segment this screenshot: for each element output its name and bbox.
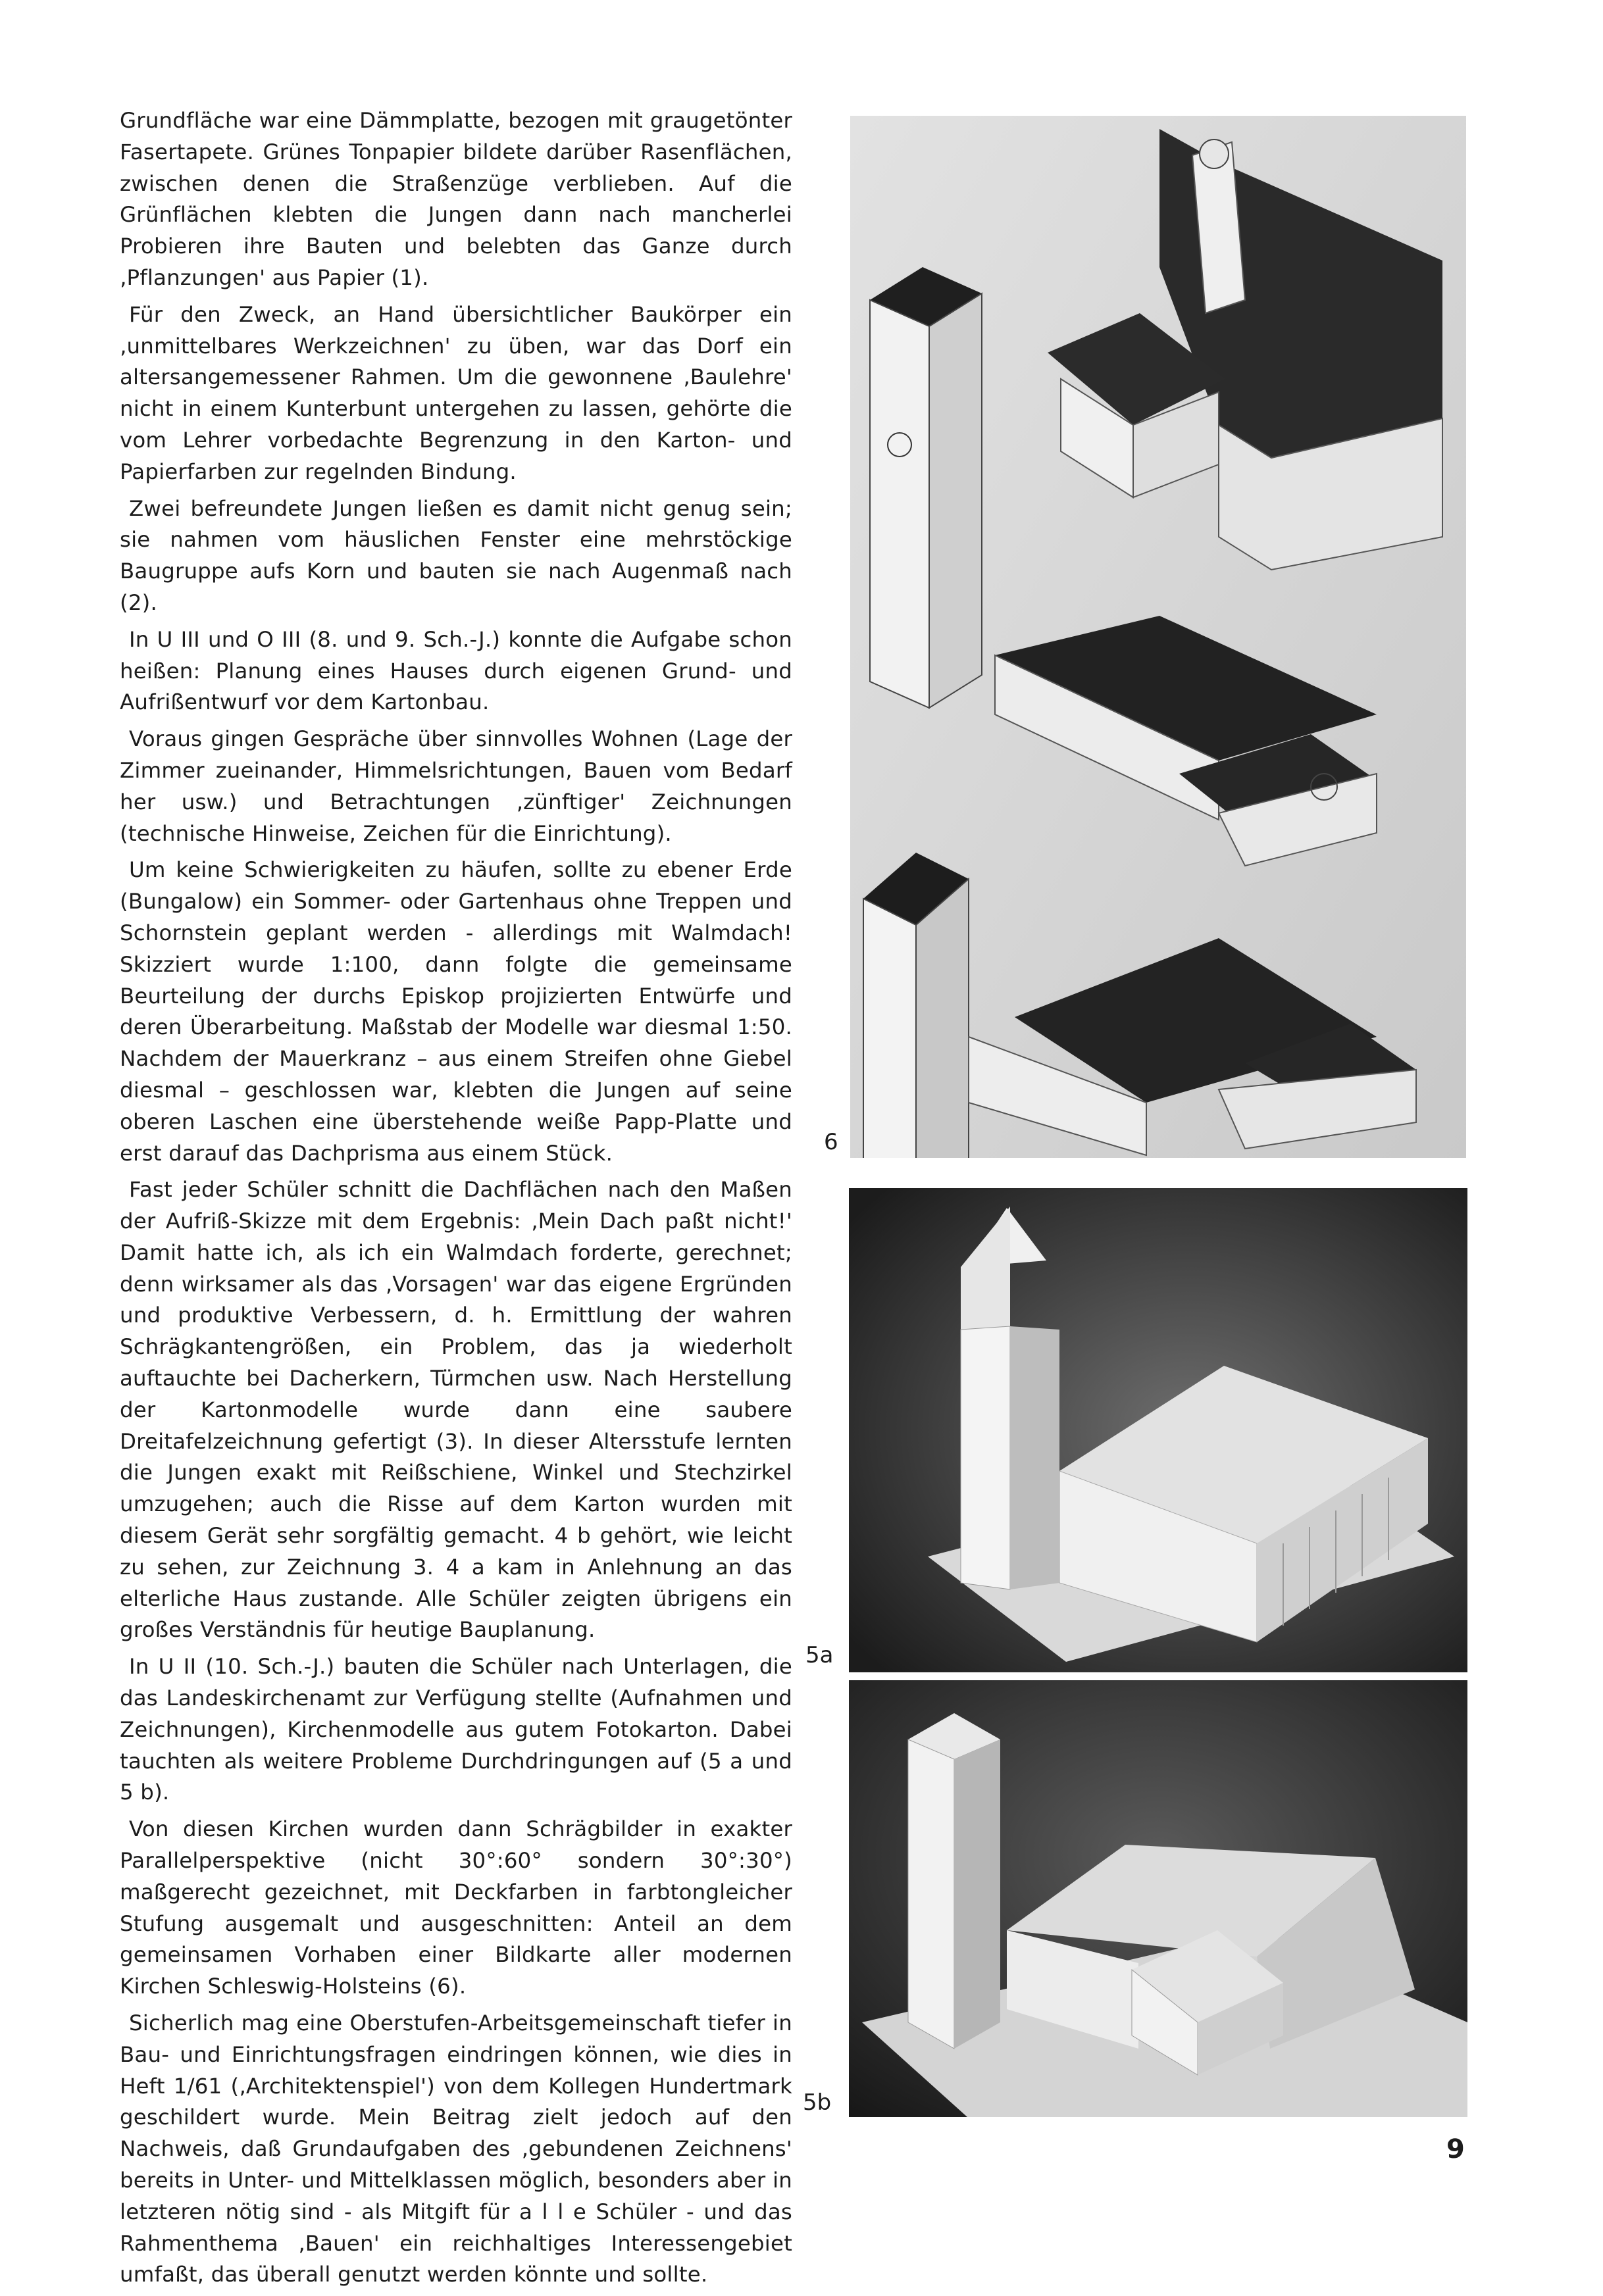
page-number: 9 [1446, 2134, 1465, 2164]
paragraph-6: Um keine Schwierigkeiten zu häufen, sollte zu ebener Erde (Bungalow) ein Sommer- oder Gartenhaus ohne Treppen und Schornstein geplant werden - allerdings mit Walmdach! Skizziert wurde 1:100, dann folgte die gemeinsame Beurteilung der durchs Episkop projizierten Entwürfe und deren Überarbeitung. Maßstab der Modelle war diesmal 1:50. Nachdem der Mauerkranz – aus einem Streifen ohne Giebel diesmal – geschlossen war, klebten die Jungen auf seine oberen Laschen eine überstehende weiße Papp-Platte und erst darauf das Dachprisma aus einem Stück. [120, 857, 792, 1166]
figure-5a-label: 5a [805, 1642, 834, 1668]
paragraph-9: Von diesen Kirchen wurden dann Schrägbilder in exakter Parallelperspektive (nicht 30°:60° sondern 30°:30°) maßgerecht gezeichnet, mit Deckfarben in farbtongleicher Stufung ausgemalt und ausgeschnitten: Anteil an dem gemeinsamen Vorhaben einer Bildkarte aller modernen Kirchen Schleswig-Holsteins (6). [120, 1816, 792, 1999]
figure-5a-church-model-photo [849, 1188, 1467, 1672]
paragraph-8: In U II (10. Sch.-J.) bauten die Schüler nach Unterlagen, die das Landeskirchenamt zur Verfügung stellte (Aufnahmen und Zeichnungen), Kirchenmodelle aus gutem Fotokarton. Dabei tauchten als weitere Probleme Durchdringungen auf (5 a und 5 b). [120, 1654, 792, 1805]
figure-6-label: 6 [824, 1129, 838, 1155]
figure-5b-label: 5b [803, 2089, 832, 2116]
paragraph-10: Sicherlich mag eine Oberstufen-Arbeitsgemeinschaft tiefer in Bau- und Einrichtungsfragen eindringen können, wie dies in Heft 1/61 (‚Architektenspiel') von dem Kollegen Hundertmark geschildert wurde. Mein Beitrag zielt jedoch auf den Nachweis, daß Grundaufgaben des ‚gebundenen Zeichnens' bereits in Unter- und Mittelklassen möglich, besonders aber in letzteren nötig sind - als Mitgift für a l l e Schüler - und das Rahmenthema ‚Bauen' ein reichhaltiges Interessengebiet umfaßt, das überall genutzt werden könnte und sollte. [120, 2010, 792, 2287]
paragraph-4: In U III und O III (8. und 9. Sch.-J.) konnte die Aufgabe schon heißen: Planung eines Hauses durch eigenen Grund- und Aufrißentwurf vor dem Kartonbau. [120, 626, 792, 715]
paragraph-5: Voraus gingen Gespräche über sinnvolles Wohnen (Lage der Zimmer zueinander, Himmelsrichtungen, Bauen vom Bedarf her usw.) und Betrachtungen ‚zünftiger' Zeichnungen (technische Hinweise, Zeichen für die Einrichtung). [120, 726, 792, 846]
figure-6-church-drawings [850, 116, 1466, 1158]
paragraph-7: Fast jeder Schüler schnitt die Dachflächen nach den Maßen der Aufriß-Skizze mit dem Ergebnis: ‚Mein Dach paßt nicht!' Damit hatte ich, als ich ein Walmdach forderte, gerechnet; denn wirksamer als das ‚Vorsagen' war das eigene Ergründen und produktive Verbessern, d. h. Ermittlung der wahren Schrägkantengrößen, ein Problem, das ja wiederholt auftauchte bei Dacherkern, Türmchen usw. Nach Herstellung der Kartonmodelle wurde dann eine saubere Dreitafelzeichnung gefertigt (3). In dieser Altersstufe lernten die Jungen exakt mit Reißschiene, Winkel und Stechzirkel umzugehen; auch die Risse auf dem Karton wurden mit diesem Gerät sehr sorgfältig gemacht. 4 b gehört, wie leicht zu sehen, zur Zeichnung 3. 4 a kam in Anlehnung an das elterliche Haus zustande. Alle Schüler zeigten übrigens ein großes Verständnis für heutige Bauplanung. [120, 1177, 792, 1643]
paragraph-2: Für den Zweck, an Hand übersichtlicher Baukörper ein ‚unmittelbares Werkzeichnen' zu üben, war das Dorf ein altersangemessener Rahmen. Um die gewonnene ‚Baulehre' nicht in einem Kunterbunt untergehen zu lassen, gehörte die vom Lehrer vorbedachte Begrenzung in den Karton- und Papierfarben zur regelnden Bindung. [120, 301, 792, 484]
paragraph-3: Zwei befreundete Jungen ließen es damit nicht genug sein; sie nahmen vom häuslichen Fenster eine mehrstöckige Baugruppe aufs Korn und bauten sie nach Augenmaß nach (2). [120, 495, 792, 615]
figure-5b-church-model-photo [849, 1680, 1467, 2117]
paragraph-1: Grundfläche war eine Dämmplatte, bezogen mit graugetönter Fasertapete. Grünes Tonpapier bildete darüber Rasenflächen, zwischen denen die Straßenzüge verblieben. Auf die Grünflächen klebten die Jungen dann nach mancherlei Probieren ihre Bauten und belebten das Ganze durch ‚Pflanzungen' aus Papier (1). [120, 108, 792, 290]
article-text-column [120, 105, 792, 2296]
